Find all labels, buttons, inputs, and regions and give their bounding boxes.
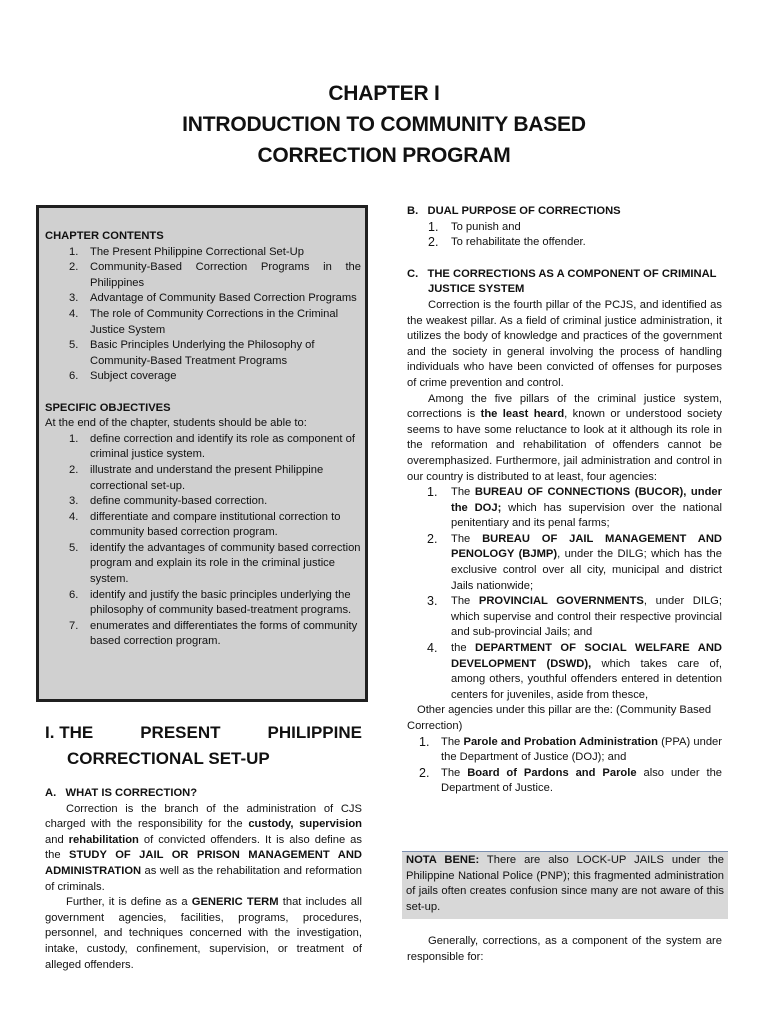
nota-bene-label: NOTA BENE: (406, 854, 480, 866)
contents-item: 6. Subject coverage (69, 370, 177, 383)
closing-paragraph: Generally, corrections, as a component of the system are responsible for: (407, 935, 722, 963)
dual-purpose-item: 1. To punish and (428, 219, 521, 234)
right-column (407, 204, 722, 797)
contents-item: 2. Community-Based Correction Programs in the Philippines (69, 261, 361, 289)
section-c-paragraph-1: Correction is the fourth pillar of the PCJS, and identified as the weakest pillar. As a field of criminal justice administration, it utilizes the body of knowledge and practices of the government and the society in general involving the process of handling individuals who have been convicted of offenses for purposes of crime prevention and control. (407, 298, 722, 389)
other-agency-item: 1. The Parole and Probation Administration (PPA) under the Department of Justice (DOJ); and (419, 734, 722, 764)
objective-item: 1. define correction and identify its role as component of criminal justice system. (69, 432, 355, 461)
objective-item: 5. identify the advantages of community based correction program and explain its role in the criminal justice system. (69, 541, 361, 586)
section-1-word: THE (59, 723, 94, 742)
agency-item: 3. The PROVINCIAL GOVERNMENTS, under DILG; which supervise and control their respective provincial and sub-provincial Jails; and (427, 594, 722, 639)
contents-item: 5. Basic Principles Underlying the Philosophy of Community-Based Treatment Programs (69, 339, 315, 367)
objective-item: 4. differentiate and compare institutional correction to community based correction program. (69, 510, 341, 539)
chapter-title-line2: CORRECTION PROGRAM (257, 144, 511, 167)
objectives-intro: At the end of the chapter, students should be able to: (45, 417, 307, 430)
section-1-title-line2: CORRECTIONAL SET-UP (67, 749, 270, 768)
contents-item: 4. The role of Community Corrections in the Criminal Justice System (69, 307, 339, 336)
nota-bene-text: There are also LOCK-UP JAILS under the Philippine National Police (PNP); this fragmented administration of jails often creates confusion since many are not aware of this set-up. (406, 854, 724, 913)
objective-item: 3. define community-based correction. (69, 495, 268, 508)
section-c-heading: C. THE CORRECTIONS AS A COMPONENT OF CRIMINAL JUSTICE SYSTEM (407, 267, 717, 296)
jail-agencies-list (407, 485, 722, 703)
section-1-word: PRESENT (140, 723, 221, 742)
chapter-number: CHAPTER I (328, 82, 440, 105)
objectives-heading: SPECIFIC OBJECTIVES (45, 401, 171, 414)
agency-item: 2. The BUREAU OF JAIL MANAGEMENT AND PENOLOGY (BJMP), under the DILG; which has the exclusive control over all city, municipal and district Jails nationwide; (427, 531, 722, 592)
other-agencies-intro: Other agencies under this pillar are the: (Community Based Correction) (407, 704, 712, 732)
contents-item: 1. The Present Philippine Correctional Set-Up (69, 245, 304, 258)
chapter-contents-heading: CHAPTER CONTENTS (45, 230, 164, 242)
chapter-contents-box (36, 205, 368, 702)
objectives-list (45, 432, 361, 650)
dual-purpose-list (407, 220, 722, 251)
section-c-paragraph-2: Among the five pillars of the criminal justice system, corrections is the least heard, known or understood society seems to have some reluctance to look at it although its role in the reformation and rehabilitation of offenders cannot be overemphasized. Furthermore, jail administration and control in our country is distributed to at least, four agencies: (407, 392, 722, 483)
section-1-title (45, 720, 362, 772)
nota-bene-box (402, 851, 728, 919)
chapter-title-line1: INTRODUCTION TO COMMUNITY BASED (182, 113, 586, 136)
section-1-number: I. (45, 723, 55, 742)
other-agency-item: 2. The Board of Pardons and Parole also under the Department of Justice. (419, 765, 723, 795)
section-a-heading: A. WHAT IS CORRECTION? (45, 787, 198, 799)
section-a-paragraph-1: Correction is the branch of the administration of CJS charged with the responsibility for the custody, supervision and rehabilitation of convicted offenders. It is also define as the STUDY OF JAIL OR PRISON MANAGEMENT AND ADMINISTRATION as well as the rehabilitation and reformation of criminals. (45, 802, 362, 893)
agency-item: 4. the DEPARTMENT OF SOCIAL WELFARE AND DEVELOPMENT (DSWD), which takes care of, among others, youthful offenders entered in detention centers for juveniles, aside from thesce, (427, 641, 722, 701)
objective-item: 2. illustrate and understand the present Philippine correctional set-up. (69, 463, 324, 492)
dual-purpose-item: 2. To rehabilitate the offender. (428, 235, 586, 250)
chapter-title-block (0, 78, 768, 171)
contents-item: 3. Advantage of Community Based Correction Programs (69, 292, 357, 305)
section-a-paragraph-2: Further, it is define as a GENERIC TERM that includes all government agencies, facilities, programs, procedures, personnel, and techniques concerned with the investigation, intake, custody, confinement, supervision, or treatment of alleged offenders. (45, 896, 362, 971)
section-a (45, 786, 362, 973)
chapter-contents-list (45, 245, 361, 385)
section-b-heading: B. DUAL PURPOSE OF CORRECTIONS (407, 205, 621, 217)
agency-item: 1. The BUREAU OF CONNECTIONS (BUCOR), under the DOJ; which has supervision over the national penitentiary and its penal farms; (427, 485, 723, 530)
objective-item: 6. identify and justify the basic principles underlying the philosophy of community based-treatment programs. (69, 588, 352, 617)
objective-item: 7. enumerates and differentiates the forms of community based correction program. (69, 619, 358, 648)
section-1-word: PHILIPPINE (267, 723, 362, 742)
other-agencies-list (407, 735, 722, 797)
